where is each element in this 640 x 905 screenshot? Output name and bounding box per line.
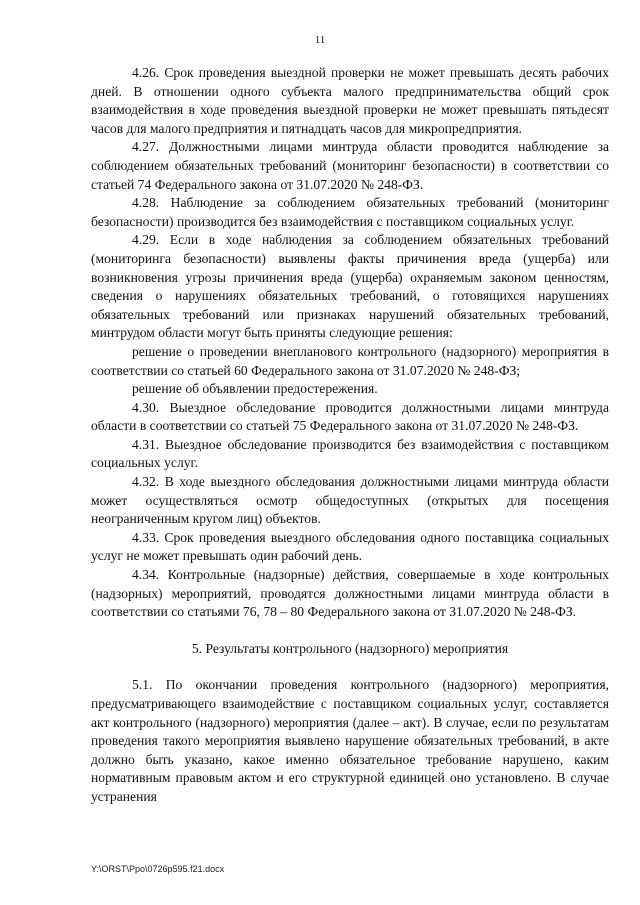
paragraph: 4.28. Наблюдение за соблюдением обязательных требований (мониторинг безопасности) производится без взаимодействия с поставщиком социальных услуг. [91, 195, 609, 229]
paragraph: решение об объявлении предостережения. [132, 381, 378, 397]
paragraph: решение о проведении внепланового контрольного (надзорного) мероприятия в соответствии со статьей 60 Федерального закона от 31.07.2020 № 248-ФЗ; [91, 343, 609, 378]
paragraph: 5.1. По окончании проведения контрольного (надзорного) мероприятия, предусматривающего взаимодействие с поставщиком социальных услуг, составляется акт контрольного (надзорного) мероприятия (далее – акт). В случае, если по результатам проведения такого мероприятия выявлено нарушение обязательных требований, в акте должно быть указано, какое именно обязательное требование нарушено, каким нормативным правовым актом и его структурной единицей оно установлено. В случае устранения [91, 677, 609, 804]
paragraph: 4.30. Выездное обследование проводится должностными лицами минтруда области в соответствии со статьей 75 Федерального закона от 31.07.2020 № 248-ФЗ. [91, 399, 609, 434]
paragraph: 4.29. Если в ходе наблюдения за соблюдением обязательных требований (мониторинга безопасности) выявлены факты причинения вреда (ущерба) или возникновения угрозы причинения вреда (ущерба) охраняемым законом ценностям, сведения о нарушениях обязательных требований, о готовящихся нарушениях обязательных требований или признаках нарушений обязательных требований, минтрудом области могут быть приняты следующие решения: [91, 232, 609, 341]
paragraph: 4.26. Срок проведения выездной проверки не может превышать десять рабочих дней. В отношении одного субъекта малого предпринимательства общий срок взаимодействия в ходе проведения выездной проверки не может превышать пятьдесят часов для малого предприятия и пятнадцать часов для микропредприятия. [91, 65, 609, 136]
paragraph: 4.34. Контрольные (надзорные) действия, совершаемые в ходе контрольных (надзорных) мероприятий, проводятся должностными лицами минтруда области в соответствии со статьями 76, 78 – 80 Федерального закона от 31.07.2020 № 248-ФЗ. [91, 567, 609, 620]
page-number: 11 [314, 34, 326, 46]
paragraphs-after [91, 676, 609, 806]
paragraph: 4.27. Должностными лицами минтруда области проводится наблюдение за соблюдением обязательных требований (мониторинг безопасности) в соответствии со статьей 74 Федерального закона от 31.07.2020 № 248-ФЗ. [91, 139, 609, 192]
paragraph: 4.33. Срок проведения выездного обследования одного поставщика социальных услуг не может превышать один рабочий день. [91, 529, 609, 564]
footer-file-path: Y:\ORST\Ppo\0726p595.f21.docx [91, 864, 225, 874]
paragraph: 4.31. Выездное обследование производится без взаимодействия с поставщиком социальных услуг. [91, 436, 609, 471]
section-heading: 5. Результаты контрольного (надзорного) мероприятия [191, 640, 509, 656]
document-body [91, 64, 609, 807]
paragraph: 4.32. В ходе выездного обследования должностными лицами минтруда области может осуществляться осмотр общедоступных (открытых для посещения неограниченным кругом лиц) объектов. [91, 474, 609, 527]
paragraphs-before [91, 64, 609, 622]
